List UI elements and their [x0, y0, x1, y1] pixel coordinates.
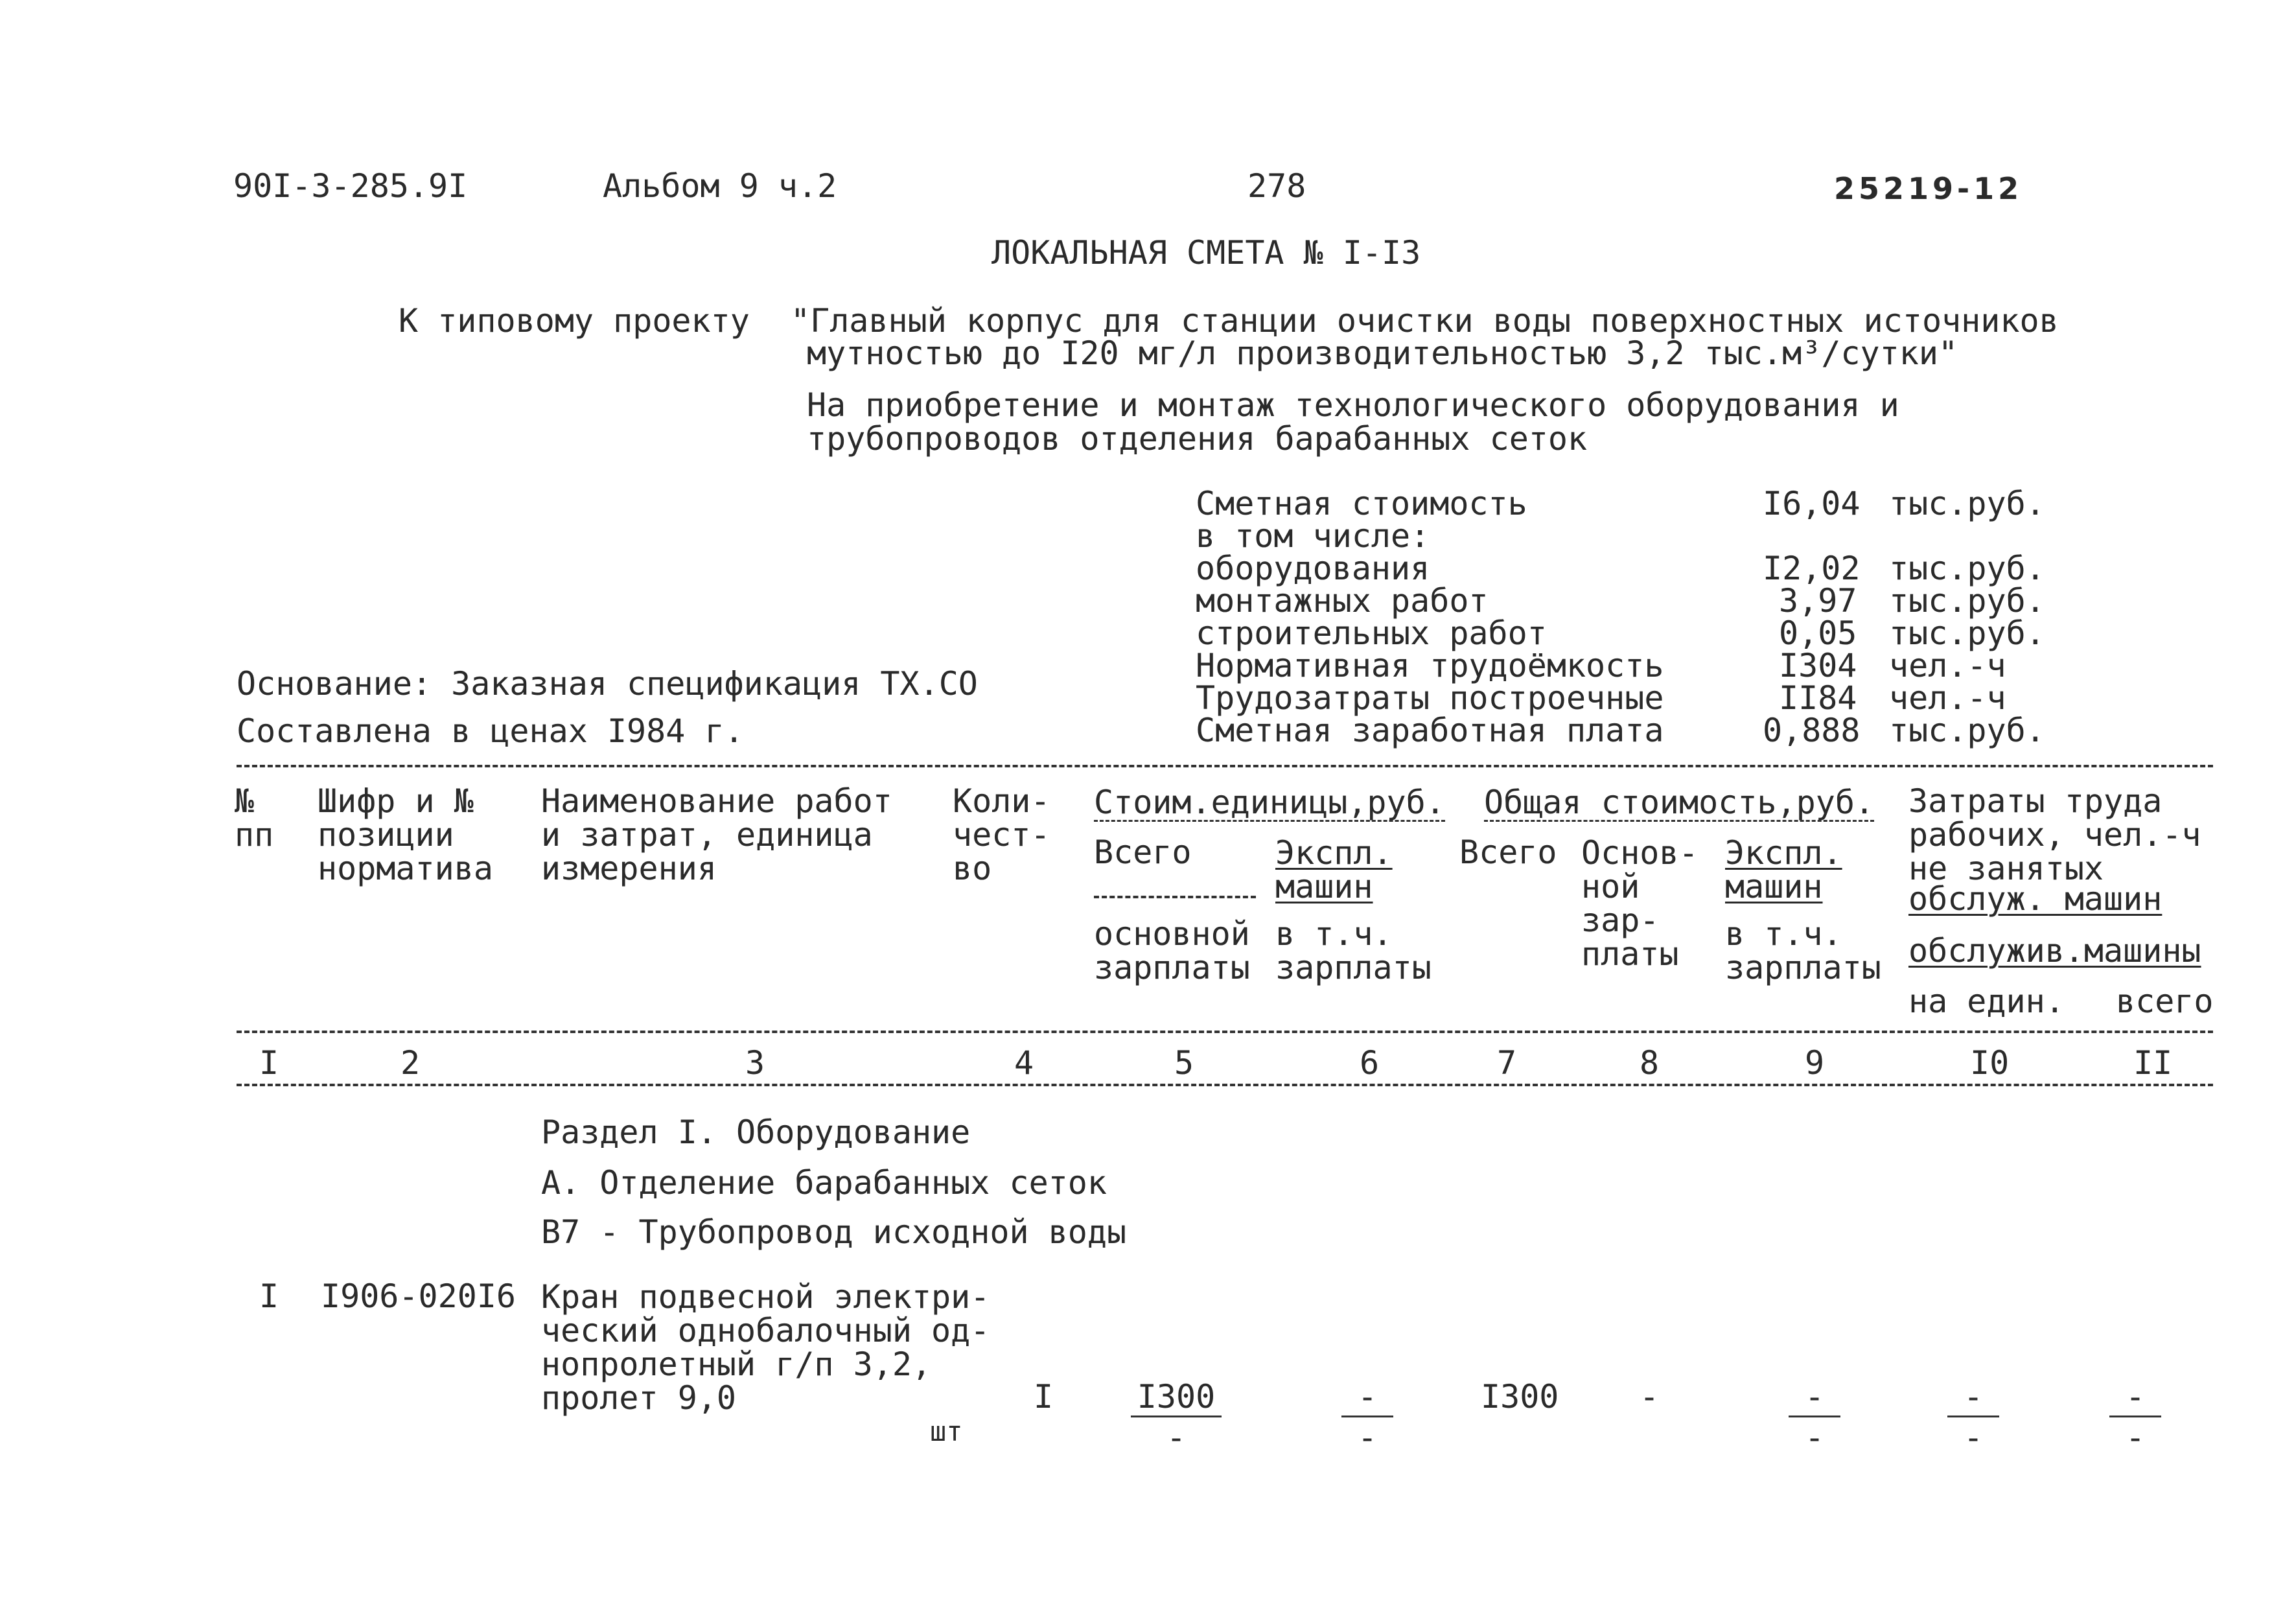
summary-label: в том числе: — [1196, 517, 1430, 555]
row-unit-cost — [1131, 1378, 1222, 1456]
col-header-10-top: обслуж. машин — [1908, 880, 2163, 918]
row-unit-total: I300 — [1131, 1381, 1222, 1417]
col-header-qty: Коли- чест- во — [953, 782, 1050, 887]
col-header-total: всего — [2116, 983, 2214, 1020]
col-number: II — [2133, 1044, 2173, 1082]
summary-value: I2,02 — [1763, 550, 1861, 587]
summary-unit: чел.-ч — [1889, 679, 2006, 717]
summary-label: оборудования — [1196, 550, 1430, 587]
row-labor-unit — [1947, 1378, 1999, 1456]
summary-value: II84 — [1779, 679, 1857, 717]
col-header-6-bottom: в т.ч. зарплаты — [1275, 915, 1432, 986]
header-top-rule — [237, 765, 2213, 767]
purpose-line1: На приобретение и монтаж технологического оборудования и — [807, 386, 1899, 424]
row-labor-total-b: - — [2125, 1419, 2146, 1456]
summary-unit: тыс.руб. — [1889, 485, 2045, 522]
row-total-machine-cost — [1789, 1378, 1840, 1456]
prices-text: Составлена в ценах I984 г. — [237, 712, 744, 750]
purpose-line2: трубопроводов отделения барабанных сеток — [807, 420, 1588, 458]
col-header-code: Шифр и № позиции норматива — [318, 782, 493, 887]
summary-label: монтажных работ — [1196, 582, 1489, 620]
project-name-line1: "Главный корпус для станции очистки воды поверхностных источников — [791, 302, 2059, 340]
group-header-labor: Затраты труда рабочих, чел.-ч не занятых — [1908, 782, 2201, 887]
col-number: I — [259, 1044, 279, 1082]
summary-value: I6,04 — [1763, 485, 1861, 522]
summary-unit: чел.-ч — [1889, 647, 2006, 684]
row-code: I906-020I6 — [321, 1277, 516, 1315]
header-bottom-rule — [237, 1084, 2213, 1086]
page-number: 278 — [1247, 167, 1306, 205]
summary-unit: тыс.руб. — [1889, 614, 2045, 652]
row-unit: шт — [930, 1416, 963, 1447]
summary-value: I304 — [1779, 647, 1857, 684]
col-header-8: Основ- ной зар- платы — [1581, 834, 1699, 973]
col-number: 7 — [1497, 1044, 1517, 1082]
col-header-name: Наименование работ и затрат, единица измерения — [541, 782, 892, 887]
col-number: 8 — [1640, 1044, 1660, 1082]
col-number: 9 — [1805, 1044, 1825, 1082]
row-number: I — [259, 1277, 279, 1315]
col-number: 6 — [1360, 1044, 1380, 1082]
summary-value: 0,888 — [1763, 712, 1861, 749]
col-number: I0 — [1970, 1044, 2010, 1082]
row-labor-unit-b: - — [1963, 1419, 1984, 1456]
row-machine: - — [1341, 1381, 1393, 1417]
row-unit-wage: - — [1166, 1419, 1187, 1456]
summary-label: строительных работ — [1196, 614, 1547, 652]
header-mid-rule — [237, 1031, 2213, 1033]
col-header-7: Всего — [1459, 833, 1557, 871]
col5-rule — [1094, 896, 1256, 898]
col-number: 3 — [745, 1044, 765, 1082]
summary-label: Сметная заработная плата — [1196, 712, 1664, 749]
col-header-5-top: Всего — [1094, 833, 1192, 871]
col-number: 2 — [400, 1044, 421, 1082]
album-label: Альбом 9 ч.2 — [603, 167, 837, 205]
summary-label: Трудозатраты построечные — [1196, 679, 1664, 717]
summary-unit: тыс.руб. — [1889, 712, 2045, 749]
document-number: 25219-12 — [1834, 171, 2023, 206]
page-title: ЛОКАЛЬНАЯ СМЕТА № I-I3 — [991, 234, 1421, 272]
summary-unit: тыс.руб. — [1889, 550, 2045, 587]
section-heading: Раздел I. Оборудование — [541, 1113, 971, 1151]
project-prefix: К типовому проекту — [399, 302, 750, 340]
col-header-num: № пп — [235, 782, 274, 854]
basis-text: Основание: Заказная спецификация ТХ.СО — [237, 665, 978, 703]
col-header-9-bottom: в т.ч. зарплаты — [1725, 915, 1881, 986]
row-total: I300 — [1481, 1378, 1559, 1416]
row-labor-unit-a: - — [1947, 1381, 1999, 1417]
subsection-heading: А. Отделение барабанных сеток — [541, 1164, 1107, 1202]
group-header-total-cost: Общая стоимость,руб. — [1484, 784, 1875, 821]
row-base-wage: - — [1640, 1378, 1660, 1416]
summary-label: Нормативная трудоёмкость — [1196, 647, 1664, 684]
row-labor-total — [2109, 1378, 2161, 1456]
project-code: 90I-3-285.9I — [233, 167, 468, 205]
row-machine-wage: - — [1357, 1419, 1378, 1456]
col-header-10-bottom: обслужив.машины — [1908, 932, 2201, 970]
row-total-machine: - — [1789, 1381, 1840, 1417]
pipeline-heading: В7 - Трубопровод исходной воды — [541, 1213, 1127, 1251]
col-header-6-top: Экспл. машин — [1275, 834, 1393, 905]
col-header-9-top: Экспл. машин — [1725, 834, 1842, 905]
row-total-machine-wage: - — [1804, 1419, 1825, 1456]
row-qty: I — [1034, 1378, 1054, 1416]
row-name: Кран подвесной электри- ческий однобалочный од- нопролетный г/п 3,2, пролет 9,0 — [541, 1278, 990, 1417]
col-number: 4 — [1014, 1044, 1034, 1082]
row-labor-total-a: - — [2109, 1381, 2161, 1417]
col-header-per-unit: на един. — [1908, 983, 2065, 1020]
row-machine-cost — [1341, 1378, 1393, 1456]
summary-value: 3,97 — [1779, 582, 1857, 620]
group-header-unit-cost: Стоим.единицы,руб. — [1094, 784, 1445, 821]
summary-value: 0,05 — [1779, 614, 1857, 652]
col-number: 5 — [1174, 1044, 1194, 1082]
col-header-5-bottom: основной зарплаты — [1094, 915, 1250, 986]
summary-unit: тыс.руб. — [1889, 582, 2045, 620]
project-name-line2: мутностью до I20 мг/л производительностью 3,2 тыс.м³/сутки" — [807, 334, 1958, 372]
summary-label: Сметная стоимость — [1196, 485, 1527, 522]
